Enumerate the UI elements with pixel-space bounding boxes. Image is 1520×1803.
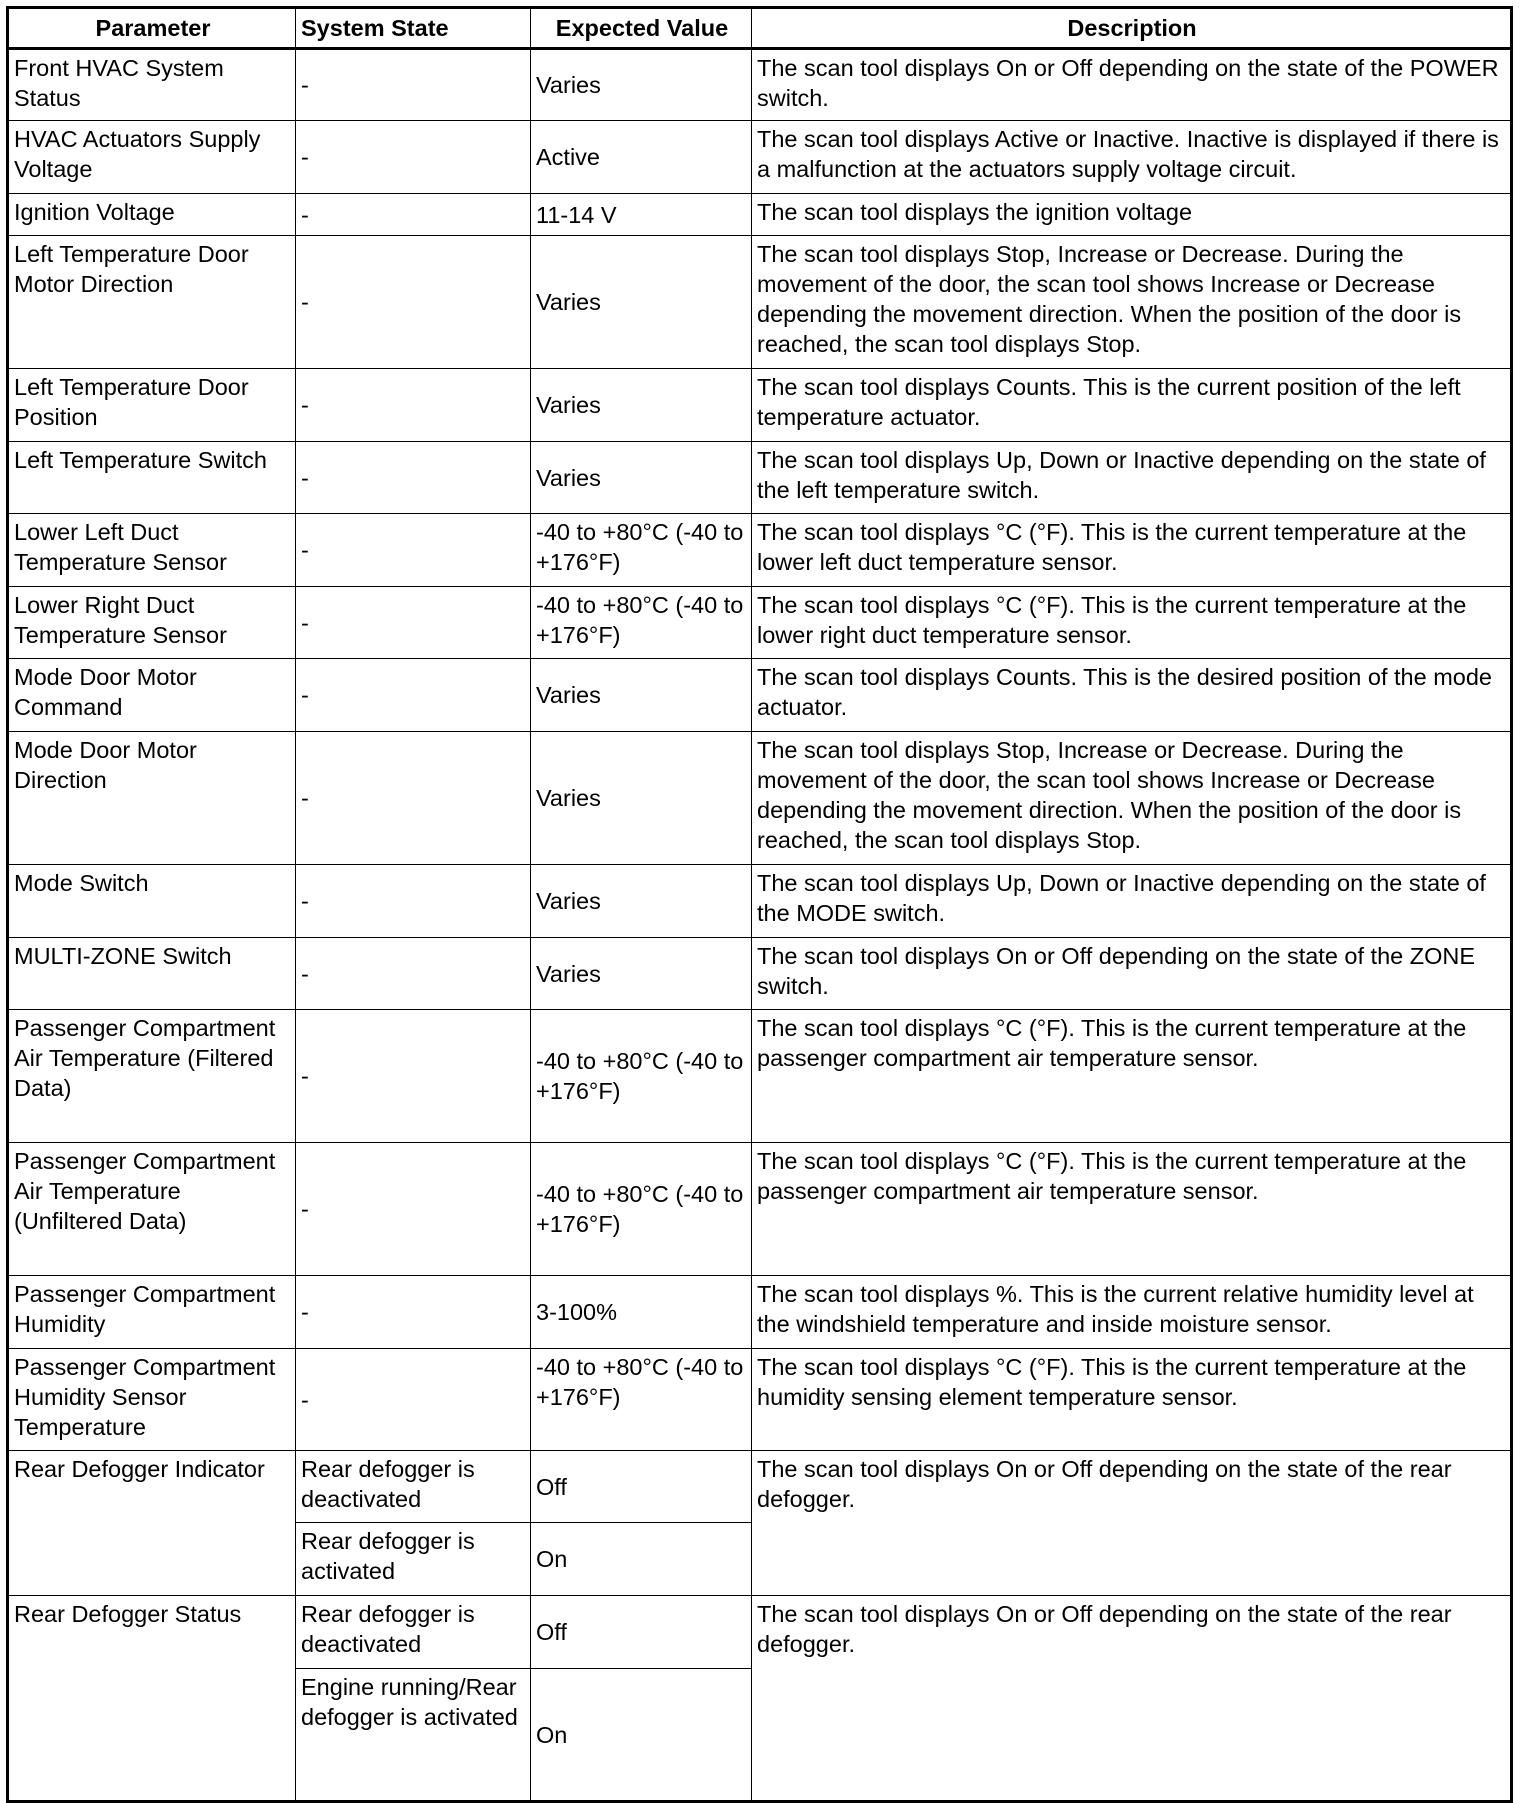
description-cell: The scan tool displays Up, Down or Inactive depending on the state of the left temperature switch. (752, 442, 1512, 514)
expected-value-cell: On (531, 1523, 752, 1596)
header-description: Description (752, 8, 1512, 49)
expected-value-cell: -40 to +80°C (-40 to +176°F) (531, 1010, 752, 1143)
system-state-cell: - (296, 369, 531, 442)
parameter-cell: Passenger Compartment Air Temperature (Filtered Data) (8, 1010, 296, 1143)
table-row (8, 442, 1512, 514)
parameter-cell: Ignition Voltage (8, 194, 296, 236)
expected-value-cell: Varies (531, 659, 752, 732)
parameter-table (6, 6, 1513, 1803)
header-system-state: System State (296, 8, 531, 49)
header-parameter: Parameter (8, 8, 296, 49)
expected-value-cell: 3-100% (531, 1276, 752, 1349)
description-cell: The scan tool displays °C (°F). This is the current temperature at the humidity sensing element temperature sensor. (752, 1349, 1512, 1451)
table-row (8, 865, 1512, 938)
system-state-cell: - (296, 938, 531, 1010)
description-cell: The scan tool displays °C (°F). This is the current temperature at the passenger compartment air temperature sensor. (752, 1143, 1512, 1276)
description-cell: The scan tool displays %. This is the current relative humidity level at the windshield temperature and inside moisture sensor. (752, 1276, 1512, 1349)
description-cell: The scan tool displays Stop, Increase or Decrease. During the movement of the door, the scan tool shows Increase or Decrease depending the movement direction. When the position of the door is reached, the scan tool displays Stop. (752, 236, 1512, 369)
expected-value-cell: Varies (531, 938, 752, 1010)
table-row (8, 1276, 1512, 1349)
system-state-cell: Rear defogger is activated (296, 1523, 531, 1596)
description-cell: The scan tool displays On or Off depending on the state of the ZONE switch. (752, 938, 1512, 1010)
system-state-cell: - (296, 236, 531, 369)
table-row (8, 121, 1512, 194)
expected-value-cell: 11-14 V (531, 194, 752, 236)
system-state-cell: - (296, 659, 531, 732)
system-state-cell: - (296, 194, 531, 236)
system-state-cell: - (296, 1010, 531, 1143)
system-state-cell: Engine running/Rear defogger is activated (296, 1669, 531, 1802)
description-cell: The scan tool displays On or Off depending on the state of the POWER switch. (752, 49, 1512, 121)
system-state-cell: Rear defogger is deactivated (296, 1596, 531, 1669)
expected-value-cell: Varies (531, 442, 752, 514)
system-state-cell: - (296, 732, 531, 865)
expected-value-cell: -40 to +80°C (-40 to +176°F) (531, 1143, 752, 1276)
expected-value-cell: Varies (531, 369, 752, 442)
system-state-cell: Rear defogger is deactivated (296, 1451, 531, 1523)
parameter-cell: Lower Left Duct Temperature Sensor (8, 514, 296, 587)
expected-value-cell: Varies (531, 236, 752, 369)
table-row (8, 659, 1512, 732)
header-expected-value: Expected Value (531, 8, 752, 49)
table-row (8, 49, 1512, 121)
parameter-cell: Lower Right Duct Temperature Sensor (8, 587, 296, 659)
expected-value-cell: Varies (531, 49, 752, 121)
description-cell: The scan tool displays Counts. This is the current position of the left temperature actuator. (752, 369, 1512, 442)
table-row (8, 1451, 1512, 1523)
table-row (8, 194, 1512, 236)
parameter-cell: Passenger Compartment Humidity (8, 1276, 296, 1349)
table-row (8, 236, 1512, 369)
system-state-cell: - (296, 1276, 531, 1349)
expected-value-cell: -40 to +80°C (-40 to +176°F) (531, 587, 752, 659)
system-state-cell: - (296, 1349, 531, 1451)
expected-value-cell: Off (531, 1596, 752, 1669)
parameter-cell: Mode Door Motor Command (8, 659, 296, 732)
expected-value-cell: Varies (531, 865, 752, 938)
parameter-cell: Passenger Compartment Humidity Sensor Temperature (8, 1349, 296, 1451)
parameter-cell: Passenger Compartment Air Temperature (Unfiltered Data) (8, 1143, 296, 1276)
table-row (8, 369, 1512, 442)
parameter-cell: Left Temperature Door Position (8, 369, 296, 442)
table-row (8, 938, 1512, 1010)
expected-value-cell: On (531, 1669, 752, 1802)
description-cell: The scan tool displays On or Off depending on the state of the rear defogger. (752, 1451, 1512, 1596)
parameter-cell: Front HVAC System Status (8, 49, 296, 121)
system-state-cell: - (296, 514, 531, 587)
parameter-cell: Mode Door Motor Direction (8, 732, 296, 865)
description-cell: The scan tool displays Up, Down or Inactive depending on the state of the MODE switch. (752, 865, 1512, 938)
system-state-cell: - (296, 865, 531, 938)
table-row (8, 1143, 1512, 1276)
parameter-cell: Left Temperature Door Motor Direction (8, 236, 296, 369)
description-cell: The scan tool displays °C (°F). This is the current temperature at the lower right duct temperature sensor. (752, 587, 1512, 659)
parameter-cell: Mode Switch (8, 865, 296, 938)
parameter-cell: HVAC Actuators Supply Voltage (8, 121, 296, 194)
description-cell: The scan tool displays Counts. This is the desired position of the mode actuator. (752, 659, 1512, 732)
system-state-cell: - (296, 49, 531, 121)
table-row (8, 587, 1512, 659)
system-state-cell: - (296, 121, 531, 194)
expected-value-cell: Active (531, 121, 752, 194)
description-cell: The scan tool displays °C (°F). This is the current temperature at the passenger compartment air temperature sensor. (752, 1010, 1512, 1143)
table-row (8, 1010, 1512, 1143)
system-state-cell: - (296, 442, 531, 514)
parameter-cell: MULTI-ZONE Switch (8, 938, 296, 1010)
expected-value-cell: -40 to +80°C (-40 to +176°F) (531, 514, 752, 587)
parameter-cell: Rear Defogger Indicator (8, 1451, 296, 1596)
description-cell: The scan tool displays Active or Inactive. Inactive is displayed if there is a malfunction at the actuators supply voltage circuit. (752, 121, 1512, 194)
header-row (8, 8, 1512, 49)
system-state-cell: - (296, 1143, 531, 1276)
description-cell: The scan tool displays Stop, Increase or Decrease. During the movement of the door, the scan tool shows Increase or Decrease depending the movement direction. When the position of the door is reached, the scan tool displays Stop. (752, 732, 1512, 865)
parameter-cell: Rear Defogger Status (8, 1596, 296, 1802)
table-row (8, 514, 1512, 587)
expected-value-cell: Off (531, 1451, 752, 1523)
parameter-cell: Left Temperature Switch (8, 442, 296, 514)
description-cell: The scan tool displays the ignition voltage (752, 194, 1512, 236)
table-row (8, 732, 1512, 865)
table-row (8, 1349, 1512, 1451)
expected-value-cell: -40 to +80°C (-40 to +176°F) (531, 1349, 752, 1451)
expected-value-cell: Varies (531, 732, 752, 865)
description-cell: The scan tool displays °C (°F). This is the current temperature at the lower left duct temperature sensor. (752, 514, 1512, 587)
description-cell: The scan tool displays On or Off depending on the state of the rear defogger. (752, 1596, 1512, 1802)
table-row (8, 1596, 1512, 1669)
system-state-cell: - (296, 587, 531, 659)
